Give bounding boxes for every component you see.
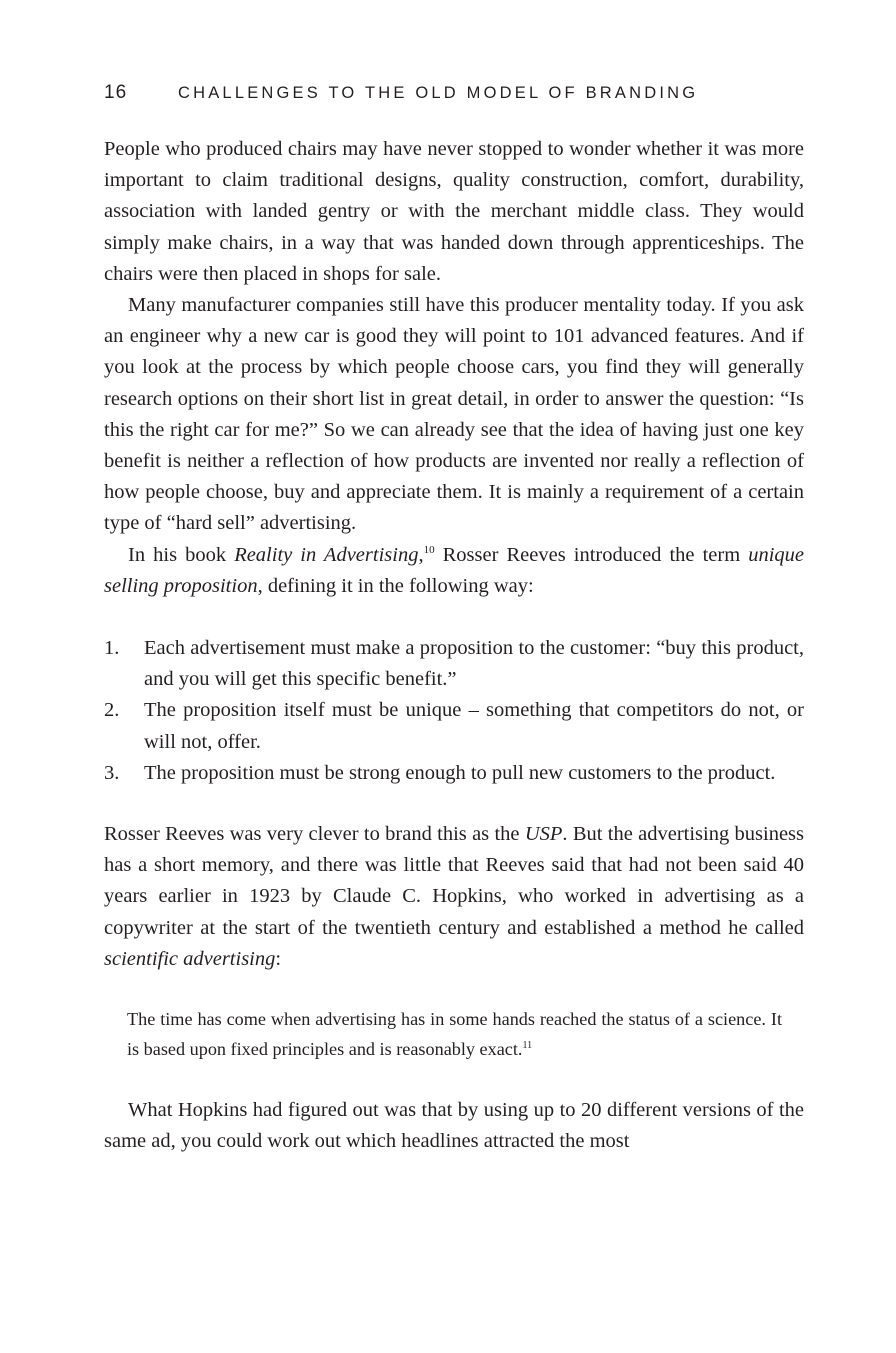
book-title: Reality in Advertising xyxy=(234,543,419,566)
paragraph-5: What Hopkins had figured out was that by using up to 20 different versions of the same ad, you could work out which headlines attracted the most xyxy=(104,1099,804,1153)
paragraph-4-text-b: . But the advertising business has a short memory, and there was little that Reeves said that had not been said 40 years earlier in 1923 by Claude C. Hopkins, who worked in advertising as a copywriter at the start of the twentieth century and established a method he called xyxy=(104,823,804,939)
paragraph-1: People who produced chairs may have never stopped to wonder whether it was more important to claim traditional designs, quality construction, comfort, durability, association with landed gentry or with the merchant middle class. They would simply make chairs, in a way that was handed down through apprenticeships. The chairs were then placed in shops for sale. xyxy=(104,138,804,285)
quote-text: The time has come when advertising has in some hands reached the status of a science. It is based upon fixed principles and is reasonably exact. xyxy=(127,1009,782,1059)
list-item-text: The proposition itself must be unique – something that competitors do not, or will not, offer. xyxy=(144,699,804,753)
list-item-number: 1. xyxy=(104,637,120,660)
term-usp: unique selling proposition xyxy=(104,543,805,597)
paragraph-3 xyxy=(104,540,804,602)
list-item-number: 2. xyxy=(104,699,120,722)
list-item-text: Each advertisement must make a proposition to the customer: “buy this product, and you will get this specific benefit.” xyxy=(144,637,804,691)
paragraph-3-text-d: , defining it in the following way: xyxy=(257,574,534,597)
paragraph-3-text-a: In his book xyxy=(128,543,235,566)
list-item xyxy=(104,633,804,695)
paragraph-4 xyxy=(104,819,804,975)
paragraph-3-text-b: , xyxy=(418,543,424,566)
hopkins-quote xyxy=(127,1005,782,1064)
list-item xyxy=(104,695,804,757)
running-head xyxy=(104,82,804,110)
footnote-ref-10: 10 xyxy=(423,543,435,556)
method-name: scientific advertising xyxy=(104,947,276,970)
book-page xyxy=(104,82,804,1157)
list-item-number: 3. xyxy=(104,761,120,784)
usp-abbreviation: USP xyxy=(524,823,563,846)
list-item-text: The proposition must be strong enough to pull new customers to the product. xyxy=(144,761,776,784)
paragraph-2: Many manufacturer companies still have this producer mentality today. If you ask an engineer why a new car is good they will point to 101 advanced features. And if you look at the process by which people choose cars, you find they will generally research options on their short list in great detail, in order to answer the question: “Is this the right car for me?” So we can already see that the idea of having just one key benefit is neither a reflection of how products are invented nor really a reflection of how people choose, buy and appreciate them. It is mainly a requirement of a certain type of “hard sell” advertising. xyxy=(104,294,804,535)
paragraph-4-text-a: Rosser Reeves was very clever to brand this as the xyxy=(104,823,525,846)
paragraph-4-text-c: : xyxy=(275,947,282,970)
quote-paragraph xyxy=(127,1005,782,1064)
paragraph-3-text-c: Rosser Reeves introduced the term xyxy=(434,543,749,566)
list-item xyxy=(104,758,804,789)
footnote-ref-11: 11 xyxy=(522,1039,533,1051)
running-title: CHALLENGES TO THE OLD MODEL OF BRANDING xyxy=(178,84,699,102)
page-number: 16 xyxy=(104,82,128,103)
usp-definition-list xyxy=(104,633,804,789)
